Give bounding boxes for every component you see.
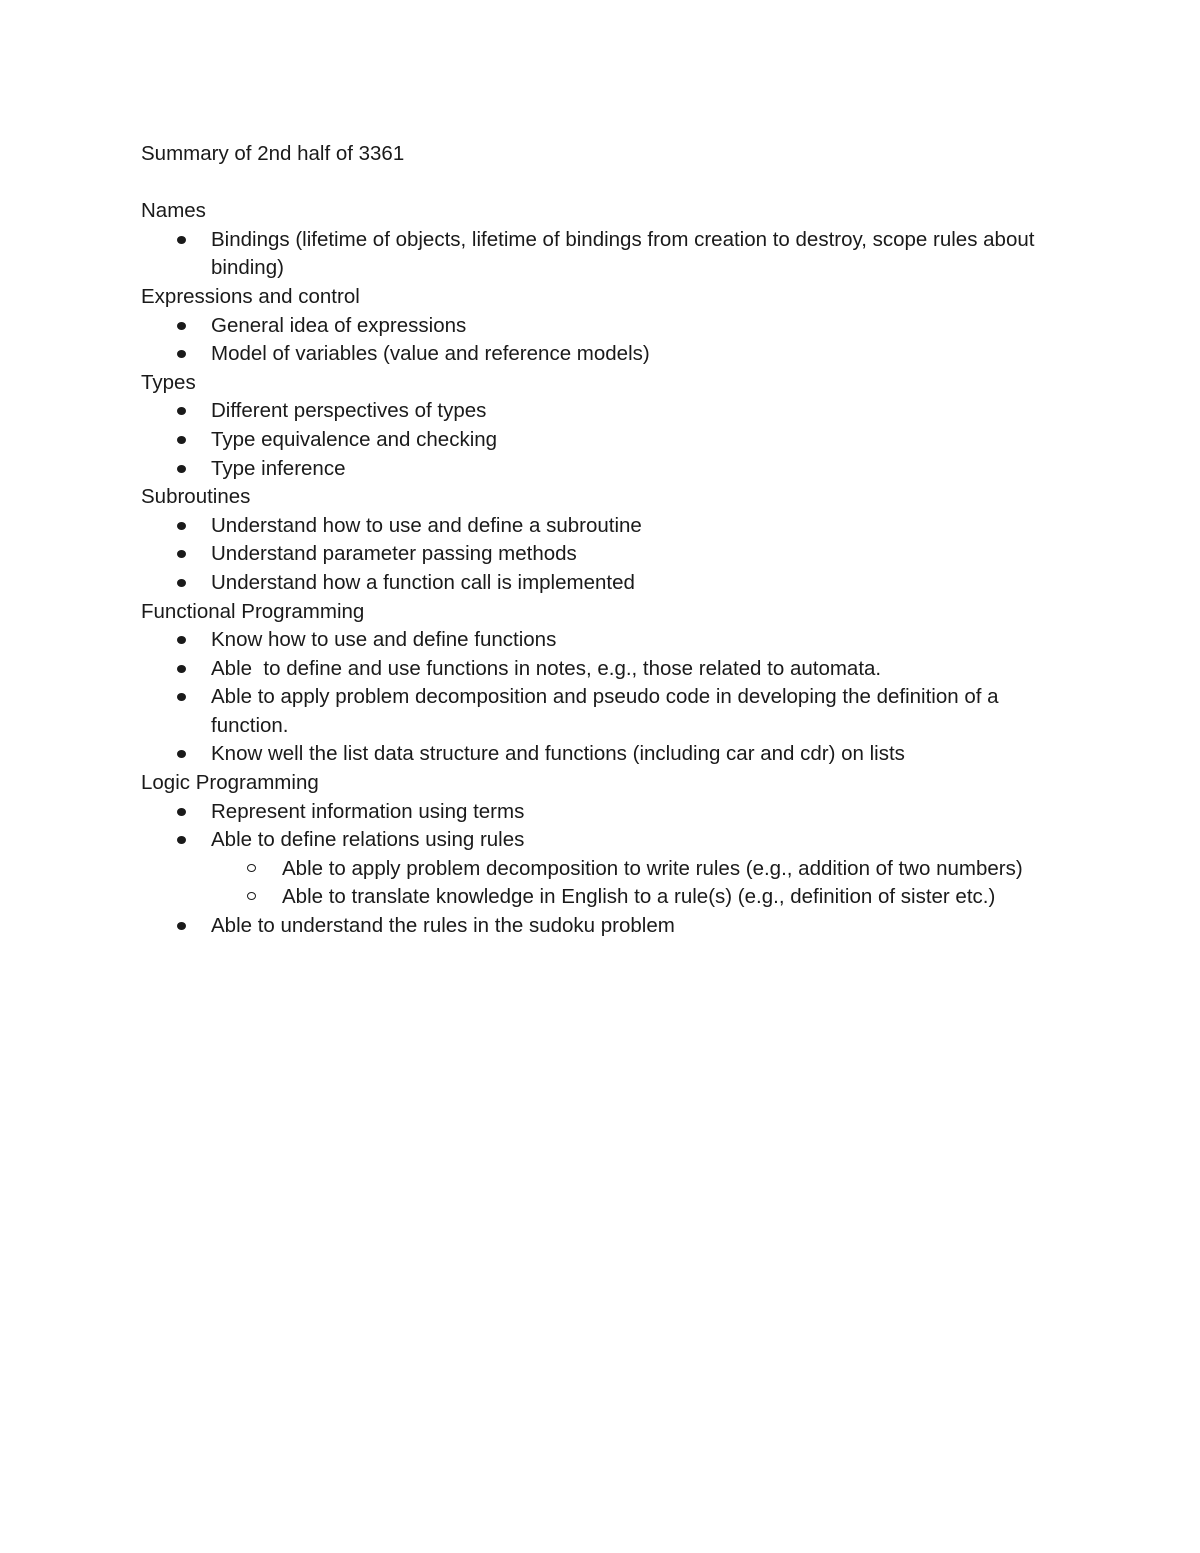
bullet-icon [177, 350, 186, 358]
bullet-list [141, 226, 1061, 283]
bullet-icon [177, 636, 186, 644]
list-item-text: General idea of expressions [211, 313, 467, 337]
section-heading: Types [141, 370, 196, 394]
list-item [211, 512, 1061, 541]
list-item [211, 397, 1061, 426]
bullet-icon [177, 550, 186, 558]
list-item [211, 655, 1061, 684]
list-item-text: Type equivalence and checking [211, 427, 498, 451]
list-item [211, 826, 1061, 912]
section-types [141, 369, 1061, 483]
list-item-text: Know well the list data structure and functions (including car and cdr) on lists [211, 742, 905, 766]
sub-bullet-list [211, 855, 1061, 912]
bullet-icon [177, 665, 186, 673]
section-subroutines [141, 483, 1061, 597]
list-item-text: Type inference [211, 456, 346, 480]
list-item [211, 340, 1061, 369]
list-item [211, 912, 1061, 941]
list-item-text: Understand how a function call is implemented [211, 570, 635, 594]
list-item [211, 540, 1061, 569]
bullet-list [141, 512, 1061, 598]
list-item-text: Able to apply problem decomposition and pseudo code in developing the definition of a function. [211, 685, 999, 737]
section-expressions-and-control [141, 283, 1061, 369]
list-item-text: Able to understand the rules in the sudoku problem [211, 914, 675, 938]
list-item [211, 426, 1061, 455]
bullet-icon [177, 836, 186, 844]
bullet-icon [177, 922, 186, 930]
bullet-icon [177, 750, 186, 758]
bullet-icon [177, 236, 186, 244]
bullet-icon [177, 465, 186, 473]
document-content [141, 140, 1061, 941]
bullet-icon [177, 808, 186, 816]
list-item [211, 455, 1061, 484]
list-item [211, 312, 1061, 341]
bullet-list [141, 312, 1061, 369]
sub-list-item-text: Able to apply problem decomposition to write rules (e.g., addition of two numbers) [282, 856, 1023, 880]
hollow-bullet-icon [247, 864, 256, 872]
section-functional-programming [141, 598, 1061, 770]
list-item [211, 226, 1061, 283]
bullet-list [141, 626, 1061, 769]
list-item [211, 798, 1061, 827]
section-names [141, 197, 1061, 283]
bullet-list [141, 397, 1061, 483]
list-item [211, 626, 1061, 655]
list-item-text: Model of variables (value and reference models) [211, 342, 650, 366]
document-title: Summary of 2nd half of 3361 [141, 142, 405, 165]
list-item [211, 569, 1061, 598]
list-item-text: Different perspectives of types [211, 399, 487, 423]
bullet-icon [177, 522, 186, 530]
section-heading: Names [141, 199, 206, 223]
list-item [211, 683, 1061, 740]
sub-list-item-text: Able to translate knowledge in English to a rule(s) (e.g., definition of sister etc.) [282, 885, 996, 909]
bullet-icon [177, 436, 186, 444]
sub-list-item [282, 883, 1061, 912]
bullet-icon [177, 407, 186, 415]
list-item-text: Understand parameter passing methods [211, 542, 577, 566]
sub-list-item [282, 855, 1061, 884]
bullet-list [141, 798, 1061, 941]
section-heading: Functional Programming [141, 599, 365, 623]
section-heading: Expressions and control [141, 284, 360, 308]
list-item-text: Represent information using terms [211, 799, 525, 823]
hollow-bullet-icon [247, 892, 256, 900]
list-item-text: Able to define and use functions in notes, e.g., those related to automata. [211, 656, 882, 680]
bullet-icon [177, 579, 186, 587]
list-item-text: Understand how to use and define a subroutine [211, 513, 642, 537]
list-item-text: Know how to use and define functions [211, 628, 557, 652]
section-heading: Subroutines [141, 485, 251, 509]
list-item-text: Able to define relations using rules [211, 828, 525, 852]
list-item-text: Bindings (lifetime of objects, lifetime of bindings from creation to destroy, scope rules about binding) [211, 227, 1035, 280]
section-heading: Logic Programming [141, 771, 319, 795]
section-logic-programming [141, 769, 1061, 941]
list-item [211, 740, 1061, 769]
bullet-icon [177, 693, 186, 701]
bullet-icon [177, 322, 186, 330]
